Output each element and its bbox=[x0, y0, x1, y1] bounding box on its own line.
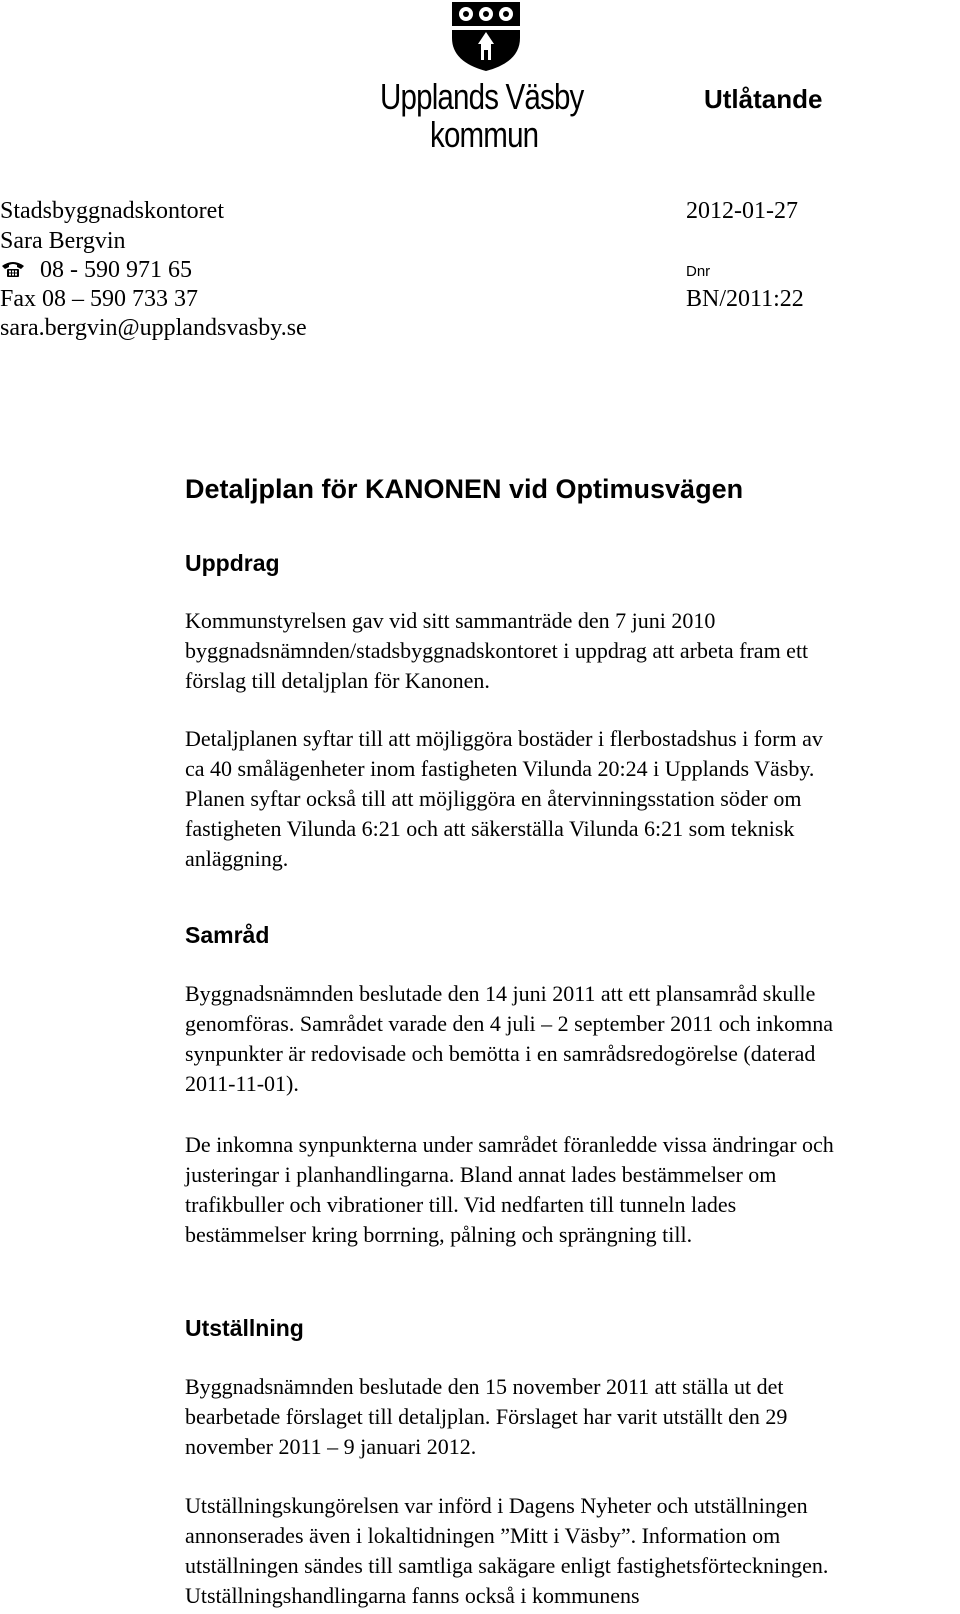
section-heading-uppdrag: Uppdrag bbox=[185, 550, 280, 576]
text-line: byggnadsnämnden/stadsbyggnadskontoret i uppdrag att arbeta fram ett bbox=[185, 638, 809, 663]
text-line: Utställningshandlingarna fanns också i kommunens bbox=[185, 1583, 640, 1608]
text-line: fastigheten Vilunda 6:21 och att säkerställa Vilunda 6:21 som teknisk bbox=[185, 816, 795, 841]
sender-name: Sara Bergvin bbox=[0, 228, 126, 254]
paragraph-utstallning-2 bbox=[185, 1491, 945, 1611]
text-line: bestämmelser kring borrning, pålning och sprängning till. bbox=[185, 1222, 693, 1247]
text-line: synpunkter är redovisade och bemötta i en samrådsredogörelse (daterad bbox=[185, 1041, 816, 1066]
section-heading-samrad: Samråd bbox=[185, 922, 270, 948]
paragraph-uppdrag-1 bbox=[185, 606, 945, 696]
logo-text-line2: kommun bbox=[430, 114, 539, 155]
text-line: De inkomna synpunkterna under samrådet föranledde vissa ändringar och bbox=[185, 1132, 834, 1157]
text-line: Byggnadsnämnden beslutade den 14 juni 2011 att ett plansamråd skulle bbox=[185, 981, 816, 1006]
sender-email[interactable]: sara.bergvin@upplandsvasby.se bbox=[0, 315, 307, 341]
paragraph-samrad-2 bbox=[185, 1130, 945, 1250]
paragraph-uppdrag-2 bbox=[185, 724, 945, 874]
sender-phone: 08 - 590 971 65 bbox=[40, 257, 192, 283]
paragraph-utstallning-1 bbox=[185, 1372, 945, 1462]
sender-phone-row bbox=[0, 255, 192, 285]
document-date: 2012-01-27 bbox=[686, 198, 798, 224]
section-heading-utstallning: Utställning bbox=[185, 1315, 304, 1341]
logo-text-line1: Upplands Väsby bbox=[380, 76, 584, 117]
text-line: genomföras. Samrådet varade den 4 juli – 2 september 2011 och inkomna bbox=[185, 1011, 834, 1036]
paragraph-samrad-1 bbox=[185, 979, 945, 1099]
page-title: Detaljplan för KANONEN vid Optimusvägen bbox=[185, 474, 744, 504]
text-line: Byggnadsnämnden beslutade den 15 november 2011 att ställa ut det bbox=[185, 1374, 784, 1399]
text-line: ca 40 smålägenheter inom fastigheten Vilunda 20:24 i Upplands Väsby. bbox=[185, 756, 815, 781]
text-line: Kommunstyrelsen gav vid sitt sammanträde den 7 juni 2010 bbox=[185, 608, 716, 633]
text-line: annonserades även i lokaltidningen ”Mitt i Väsby”. Information om bbox=[185, 1523, 781, 1548]
sender-office: Stadsbyggnadskontoret bbox=[0, 198, 224, 224]
text-line: anläggning. bbox=[185, 846, 289, 871]
document-type: Utlåtande bbox=[704, 84, 823, 114]
sender-fax: Fax 08 – 590 733 37 bbox=[0, 286, 198, 312]
text-line: Planen syftar också till att möjliggöra en återvinningsstation söder om bbox=[185, 786, 802, 811]
text-line: Utställningskungörelsen var införd i Dagens Nyheter och utställningen bbox=[185, 1493, 808, 1518]
phone-icon bbox=[0, 255, 40, 285]
text-line: bearbetade förslaget till detaljplan. Förslaget har varit utställt den 29 bbox=[185, 1404, 788, 1429]
text-line: 2011-11-01). bbox=[185, 1071, 299, 1096]
dnr-label: Dnr bbox=[686, 263, 711, 280]
dnr-number: BN/2011:22 bbox=[686, 286, 804, 312]
text-line: trafikbuller och vibrationer till. Vid nedfarten till tunneln lades bbox=[185, 1192, 737, 1217]
text-line: utställningen sändes till samtliga sakägare enligt fastighetsförteckningen. bbox=[185, 1553, 829, 1578]
text-line: Detaljplanen syftar till att möjliggöra bostäder i flerbostadshus i form av bbox=[185, 726, 823, 751]
text-line: förslag till detaljplan för Kanonen. bbox=[185, 668, 490, 693]
text-line: justeringar i planhandlingarna. Bland annat lades bestämmelser om bbox=[185, 1162, 777, 1187]
coat-of-arms-icon bbox=[450, 0, 522, 72]
text-line: november 2011 – 9 januari 2012. bbox=[185, 1434, 477, 1459]
municipality-logo bbox=[380, 0, 610, 160]
